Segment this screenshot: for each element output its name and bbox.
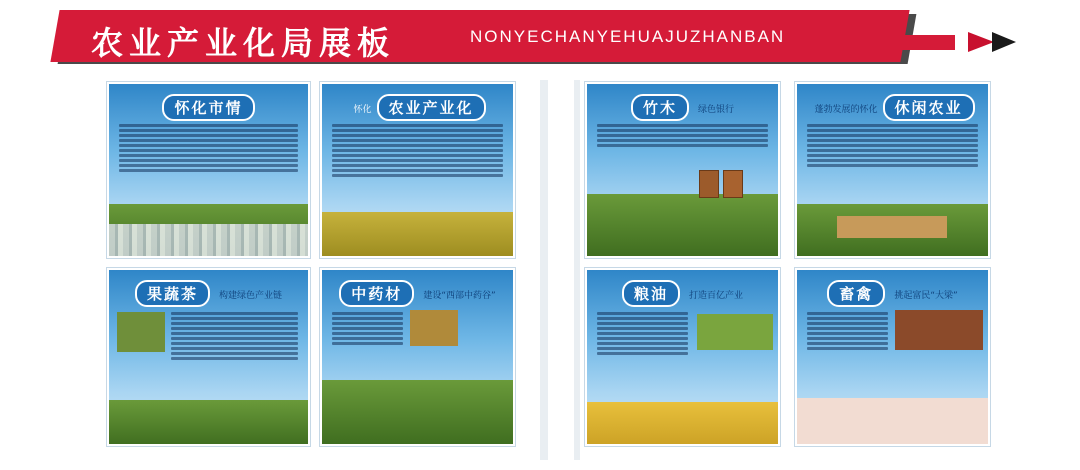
panel-body-text (597, 310, 688, 394)
panel-body-text (807, 122, 978, 200)
black-arrow-icon (992, 32, 1016, 52)
header-accent-bar (840, 35, 955, 50)
panel-body-text (171, 310, 298, 396)
field-image (322, 212, 513, 258)
panel-body-text (597, 122, 768, 166)
panel-title: 果蔬茶 (135, 280, 210, 307)
panel-subtitle: 建设“西部中药谷” (423, 291, 496, 301)
panel-body-text (807, 310, 888, 390)
door-image (699, 170, 719, 198)
door-image (723, 170, 743, 198)
poultry-processing-image (797, 398, 988, 446)
panel-body-text (119, 122, 298, 200)
panel-subtitle: 挑起富民“大梁” (894, 291, 958, 301)
panel-fruit-veg-tea (107, 268, 310, 446)
herb-field-image (322, 380, 513, 446)
cattle-image (895, 310, 983, 350)
panel-title: 粮油 (622, 280, 680, 307)
panel-livestock (795, 268, 990, 446)
rapeseed-image (697, 314, 773, 350)
panel-bamboo-wood (585, 82, 780, 258)
panel-title: 休闲农业 (883, 94, 975, 121)
panel-title: 竹木 (631, 94, 689, 121)
orchard-image (117, 312, 165, 352)
forest-image (587, 194, 778, 258)
panel-title: 畜禽 (827, 280, 885, 307)
city-image (109, 224, 308, 258)
panel-title: 农业产业化 (377, 94, 486, 121)
panel-title: 中药材 (339, 280, 414, 307)
panel-agri-industrialization (320, 82, 515, 258)
panel-title-prefix: 怀化 (353, 105, 372, 115)
panel-body-text (332, 310, 403, 374)
panel-huaihua-overview (107, 82, 310, 258)
panel-subtitle: 打造百亿产业 (689, 291, 744, 301)
panel-body-text (332, 122, 503, 208)
header-title: 农业产业化局展板 (91, 24, 396, 62)
header-banner (50, 10, 909, 62)
panel-grain-oil (585, 268, 780, 446)
red-arrow-icon (968, 32, 994, 52)
rice-image (587, 402, 778, 446)
panel-subtitle: 绿色银行 (698, 105, 735, 115)
tea-garden-image (109, 400, 308, 446)
panel-subtitle: 构建绿色产业链 (219, 291, 283, 301)
panel-title-prefix: 蓬勃发展的怀化 (814, 105, 878, 115)
herb-image (410, 310, 458, 346)
panel-leisure-agri (795, 82, 990, 258)
building-image (837, 216, 947, 238)
center-fold-inner (548, 80, 574, 460)
panel-title: 怀化市情 (162, 94, 254, 121)
header-subtitle: NONYECHANYEHUAJUZHANBAN (470, 27, 786, 46)
panel-herbal-medicine (320, 268, 515, 446)
